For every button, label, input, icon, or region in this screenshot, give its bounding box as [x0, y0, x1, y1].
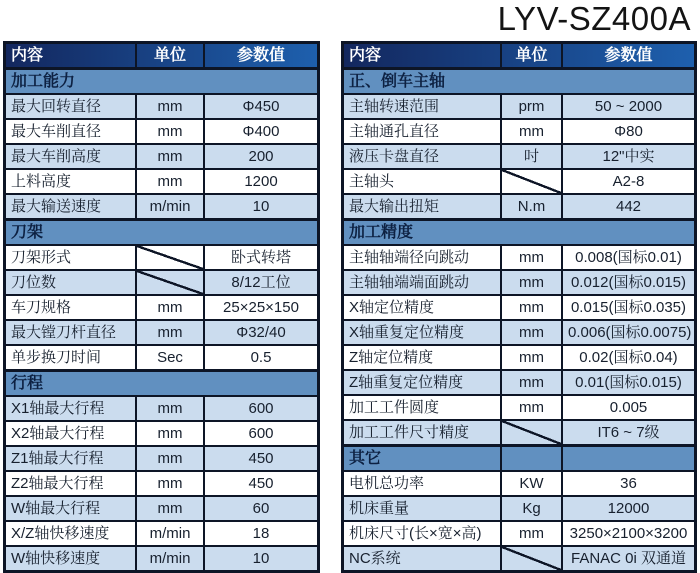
table-row: [343, 119, 696, 144]
spec-label: 上料高度: [5, 169, 137, 194]
spec-unit: Kg: [501, 496, 562, 521]
table-row: [343, 496, 696, 521]
spec-value: 0.006(国标0.0075): [562, 320, 696, 345]
spec-unit: mm: [136, 295, 204, 320]
spec-value: 600: [204, 421, 319, 446]
table-row: [5, 421, 319, 446]
spec-unit: mm: [501, 270, 562, 295]
spec-value: 50 ~ 2000: [562, 94, 696, 119]
spec-value: 450: [204, 446, 319, 471]
spec-unit: mm: [136, 396, 204, 421]
spec-label: 车刀规格: [5, 295, 137, 320]
spec-unit: m/min: [136, 521, 204, 546]
spec-unit: prm: [501, 94, 562, 119]
table-row: [343, 295, 696, 320]
header-row: [5, 43, 319, 69]
section-row: [5, 371, 319, 397]
spec-label: Z轴重复定位精度: [343, 370, 502, 395]
spec-label: Z2轴最大行程: [5, 471, 137, 496]
spec-unit: mm: [136, 94, 204, 119]
spec-label: 最大回转直径: [5, 94, 137, 119]
spec-label: 主轴转速范围: [343, 94, 502, 119]
section-empty-cell: [501, 446, 562, 472]
spec-label: X/Z轴快移速度: [5, 521, 137, 546]
section-row: [343, 446, 696, 472]
spec-unit: mm: [501, 245, 562, 270]
table-row: [5, 471, 319, 496]
spec-value: 10: [204, 546, 319, 572]
table-row: [5, 144, 319, 169]
spec-label: 主轴通孔直径: [343, 119, 502, 144]
spec-value: 36: [562, 471, 696, 496]
section-row: [343, 69, 696, 95]
spec-label: 最大输出扭矩: [343, 194, 502, 220]
table-row: [5, 320, 319, 345]
table-row: [5, 94, 319, 119]
spec-value: 3250×2100×3200: [562, 521, 696, 546]
spec-unit: mm: [501, 345, 562, 370]
spec-label: Z1轴最大行程: [5, 446, 137, 471]
spec-label: X轴定位精度: [343, 295, 502, 320]
table-row: [343, 169, 696, 194]
spec-value: 600: [204, 396, 319, 421]
spec-value: 0.015(国标0.035): [562, 295, 696, 320]
spec-value: 8/12工位: [204, 270, 319, 295]
spec-value: 442: [562, 194, 696, 220]
spec-value: 0.012(国标0.015): [562, 270, 696, 295]
spec-unit: mm: [501, 119, 562, 144]
spec-label: 液压卡盘直径: [343, 144, 502, 169]
spec-unit: mm: [136, 496, 204, 521]
spec-value: 18: [204, 521, 319, 546]
spec-value: Φ400: [204, 119, 319, 144]
spec-unit: m/min: [136, 194, 204, 220]
spec-value: 卧式转塔: [204, 245, 319, 270]
page-title: LYV-SZ400A: [497, 0, 691, 37]
column-header: 单位: [501, 43, 562, 69]
spec-value: Φ80: [562, 119, 696, 144]
table-row: [343, 521, 696, 546]
table-row: [343, 94, 696, 119]
spec-label: 电机总功率: [343, 471, 502, 496]
spec-value: Φ32/40: [204, 320, 319, 345]
spec-value: Φ450: [204, 94, 319, 119]
column-header: 单位: [136, 43, 204, 69]
table-row: [343, 420, 696, 446]
slash-icon: [501, 546, 562, 572]
spec-unit: mm: [136, 169, 204, 194]
spec-label: W轴快移速度: [5, 546, 137, 572]
spec-label: X1轴最大行程: [5, 396, 137, 421]
section-label: 加工能力: [5, 69, 319, 95]
spec-unit: 吋: [501, 144, 562, 169]
spec-unit: mm: [501, 521, 562, 546]
spec-label: 最大车削直径: [5, 119, 137, 144]
table-row: [5, 119, 319, 144]
spec-value: 0.5: [204, 345, 319, 371]
table-row: [5, 295, 319, 320]
spec-label: Z轴定位精度: [343, 345, 502, 370]
spec-value: 12"中实: [562, 144, 696, 169]
spec-unit: mm: [501, 320, 562, 345]
table-row: [5, 194, 319, 220]
table-row: [343, 320, 696, 345]
table-row: [5, 169, 319, 194]
spec-unit: N.m: [501, 194, 562, 220]
spec-label: 刀架形式: [5, 245, 137, 270]
section-label: 其它: [343, 446, 502, 472]
spec-unit: mm: [136, 119, 204, 144]
table-row: [343, 370, 696, 395]
slash-icon: [501, 420, 562, 446]
spec-label: X轴重复定位精度: [343, 320, 502, 345]
spec-unit: mm: [501, 295, 562, 320]
spec-value: 0.008(国标0.01): [562, 245, 696, 270]
spec-value: 25×25×150: [204, 295, 319, 320]
spec-value: 0.01(国标0.015): [562, 370, 696, 395]
spec-value: IT6 ~ 7级: [562, 420, 696, 446]
section-label: 行程: [5, 371, 319, 397]
spec-label: 机床尺寸(长×宽×高): [343, 521, 502, 546]
spec-label: NC系统: [343, 546, 502, 572]
spec-label: 主轴头: [343, 169, 502, 194]
header-row: [343, 43, 696, 69]
spec-value: A2-8: [562, 169, 696, 194]
section-empty-cell: [562, 446, 696, 472]
spec-label: W轴最大行程: [5, 496, 137, 521]
table-row: [5, 345, 319, 371]
section-label: 刀架: [5, 220, 319, 246]
spec-value: 1200: [204, 169, 319, 194]
table-row: [343, 546, 696, 572]
spec-unit: mm: [501, 395, 562, 420]
section-label: 正、倒车主轴: [343, 69, 696, 95]
spec-table-right: [341, 41, 697, 573]
spec-label: 最大输送速度: [5, 194, 137, 220]
column-header: 参数值: [204, 43, 319, 69]
spec-unit: mm: [136, 446, 204, 471]
table-row: [343, 345, 696, 370]
slash-icon: [501, 169, 562, 194]
spec-value: 450: [204, 471, 319, 496]
table-row: [5, 270, 319, 295]
section-row: [343, 220, 696, 246]
spec-value: 0.005: [562, 395, 696, 420]
spec-unit: mm: [136, 320, 204, 345]
table-row: [343, 395, 696, 420]
spec-label: 最大镗刀杆直径: [5, 320, 137, 345]
table-row: [5, 245, 319, 270]
table-row: [5, 496, 319, 521]
spec-label: 最大车削高度: [5, 144, 137, 169]
column-header: 内容: [343, 43, 502, 69]
spec-unit: m/min: [136, 546, 204, 572]
table-row: [343, 194, 696, 220]
table-row: [5, 396, 319, 421]
spec-value: FANAC 0i 双通道: [562, 546, 696, 572]
spec-table-left: [3, 41, 320, 573]
column-header: 参数值: [562, 43, 696, 69]
spec-value: 10: [204, 194, 319, 220]
spec-label: 机床重量: [343, 496, 502, 521]
table-row: [343, 471, 696, 496]
section-row: [5, 69, 319, 95]
table-row: [5, 546, 319, 572]
spec-value: 0.02(国标0.04): [562, 345, 696, 370]
spec-label: 主轴轴端端面跳动: [343, 270, 502, 295]
spec-value: 12000: [562, 496, 696, 521]
table-row: [5, 521, 319, 546]
spec-label: 单步换刀时间: [5, 345, 137, 371]
section-label: 加工精度: [343, 220, 696, 246]
spec-label: X2轴最大行程: [5, 421, 137, 446]
table-row: [343, 144, 696, 169]
spec-tables-container: [3, 41, 697, 573]
column-header: 内容: [5, 43, 137, 69]
spec-value: 60: [204, 496, 319, 521]
slash-icon: [136, 270, 204, 295]
spec-value: 200: [204, 144, 319, 169]
spec-unit: mm: [136, 471, 204, 496]
table-row: [343, 245, 696, 270]
spec-label: 加工工件圆度: [343, 395, 502, 420]
spec-label: 主轴轴端径向跳动: [343, 245, 502, 270]
spec-label: 刀位数: [5, 270, 137, 295]
table-row: [5, 446, 319, 471]
section-row: [5, 220, 319, 246]
spec-label: 加工工件尺寸精度: [343, 420, 502, 446]
slash-icon: [136, 245, 204, 270]
spec-unit: KW: [501, 471, 562, 496]
spec-unit: mm: [136, 421, 204, 446]
spec-unit: mm: [136, 144, 204, 169]
spec-unit: Sec: [136, 345, 204, 371]
table-row: [343, 270, 696, 295]
spec-unit: mm: [501, 370, 562, 395]
